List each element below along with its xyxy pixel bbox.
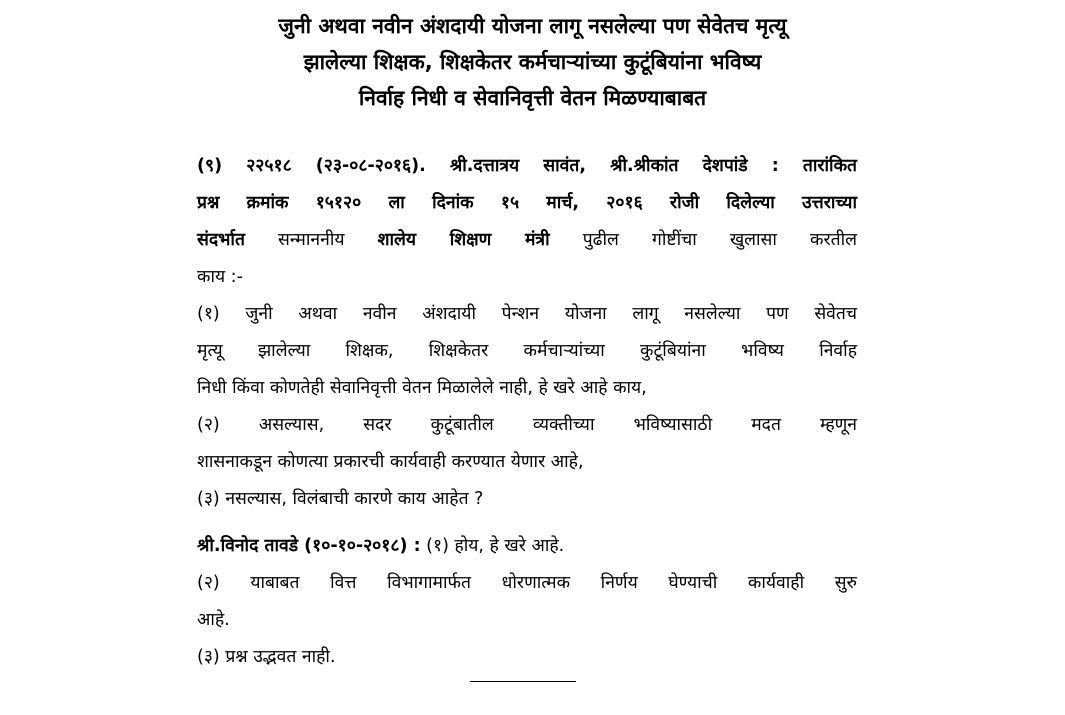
answer-item-2-line-1: (२) याबाबत वित्त विभागामार्फत धोरणात्मक निर्णय घेण्याची कार्यवाही सुरु <box>197 573 857 593</box>
answer-block <box>197 528 857 676</box>
question-item-3: (३) नसल्यास, विलंबाची कारणे काय आहेत ? <box>197 489 484 509</box>
answer-responder: श्री.विनोद तावडे (१०-१०-२०१८) : <box>197 536 421 556</box>
answer-item-1: (१) होय, हे खरे आहे. <box>420 536 565 556</box>
question-block <box>197 148 857 518</box>
question-reference: (९) २२५१८ (२३-०८-२०१६). श्री.दत्तात्रय सावंत, श्री.श्रीकांत देशपांडे : तारांकित <box>197 156 857 176</box>
document-title <box>160 8 905 116</box>
answer-item-2-line-2: आहे. <box>197 610 230 630</box>
question-item-1-line-2: मृत्यू झालेल्या शिक्षक, शिक्षकेतर कर्मचाऱ्यांच्या कुटूंबियांना भविष्य निर्वाह <box>197 341 857 361</box>
end-divider <box>470 681 576 682</box>
answer-item-3: (३) प्रश्न उद्भवत नाही. <box>197 647 336 667</box>
question-line-3-rest: पुढील गोष्टींचा खुलासा करतील <box>549 230 857 250</box>
question-line-4: काय :- <box>197 267 243 287</box>
question-item-1-line-3: निधी किंवा कोणतेही सेवानिवृत्ती वेतन मिळालेले नाही, हे खरे आहे काय, <box>197 378 647 398</box>
answer-line-1 <box>197 528 857 565</box>
title-line-1: जुनी अथवा नवीन अंशदायी योजना लागू नसलेल्या पण सेवेतच मृत्यू <box>278 14 787 38</box>
question-item-2-line-2: शासनाकडून कोणत्या प्रकारची कार्यवाही करण्यात येणार आहे, <box>197 452 584 472</box>
question-line-2: प्रश्न क्रमांक १५१२० ला दिनांक १५ मार्च, २०१६ रोजी दिलेल्या उत्तराच्या <box>197 193 857 213</box>
question-item-2-line-1: (२) असल्यास, सदर कुटूंबातील व्यक्तीच्या भविष्यासाठी मदत म्हणून <box>197 415 857 435</box>
question-item-1-line-1: (१) जुनी अथवा नवीन अंशदायी पेन्शन योजना लागू नसलेल्या पण सेवेतच <box>197 304 857 324</box>
question-minister: शालेय शिक्षण मंत्री <box>377 230 550 250</box>
question-line-3 <box>197 222 857 259</box>
title-line-3: निर्वाह निधी व सेवानिवृत्ती वेतन मिळण्याबाबत <box>358 86 707 110</box>
title-line-2: झालेल्या शिक्षक, शिक्षकेतर कर्मचाऱ्यांच्या कुटूंबियांना भविष्य <box>303 50 762 74</box>
question-honorific: सन्माननीय <box>244 230 378 250</box>
question-context-label: संदर्भात <box>197 230 245 250</box>
